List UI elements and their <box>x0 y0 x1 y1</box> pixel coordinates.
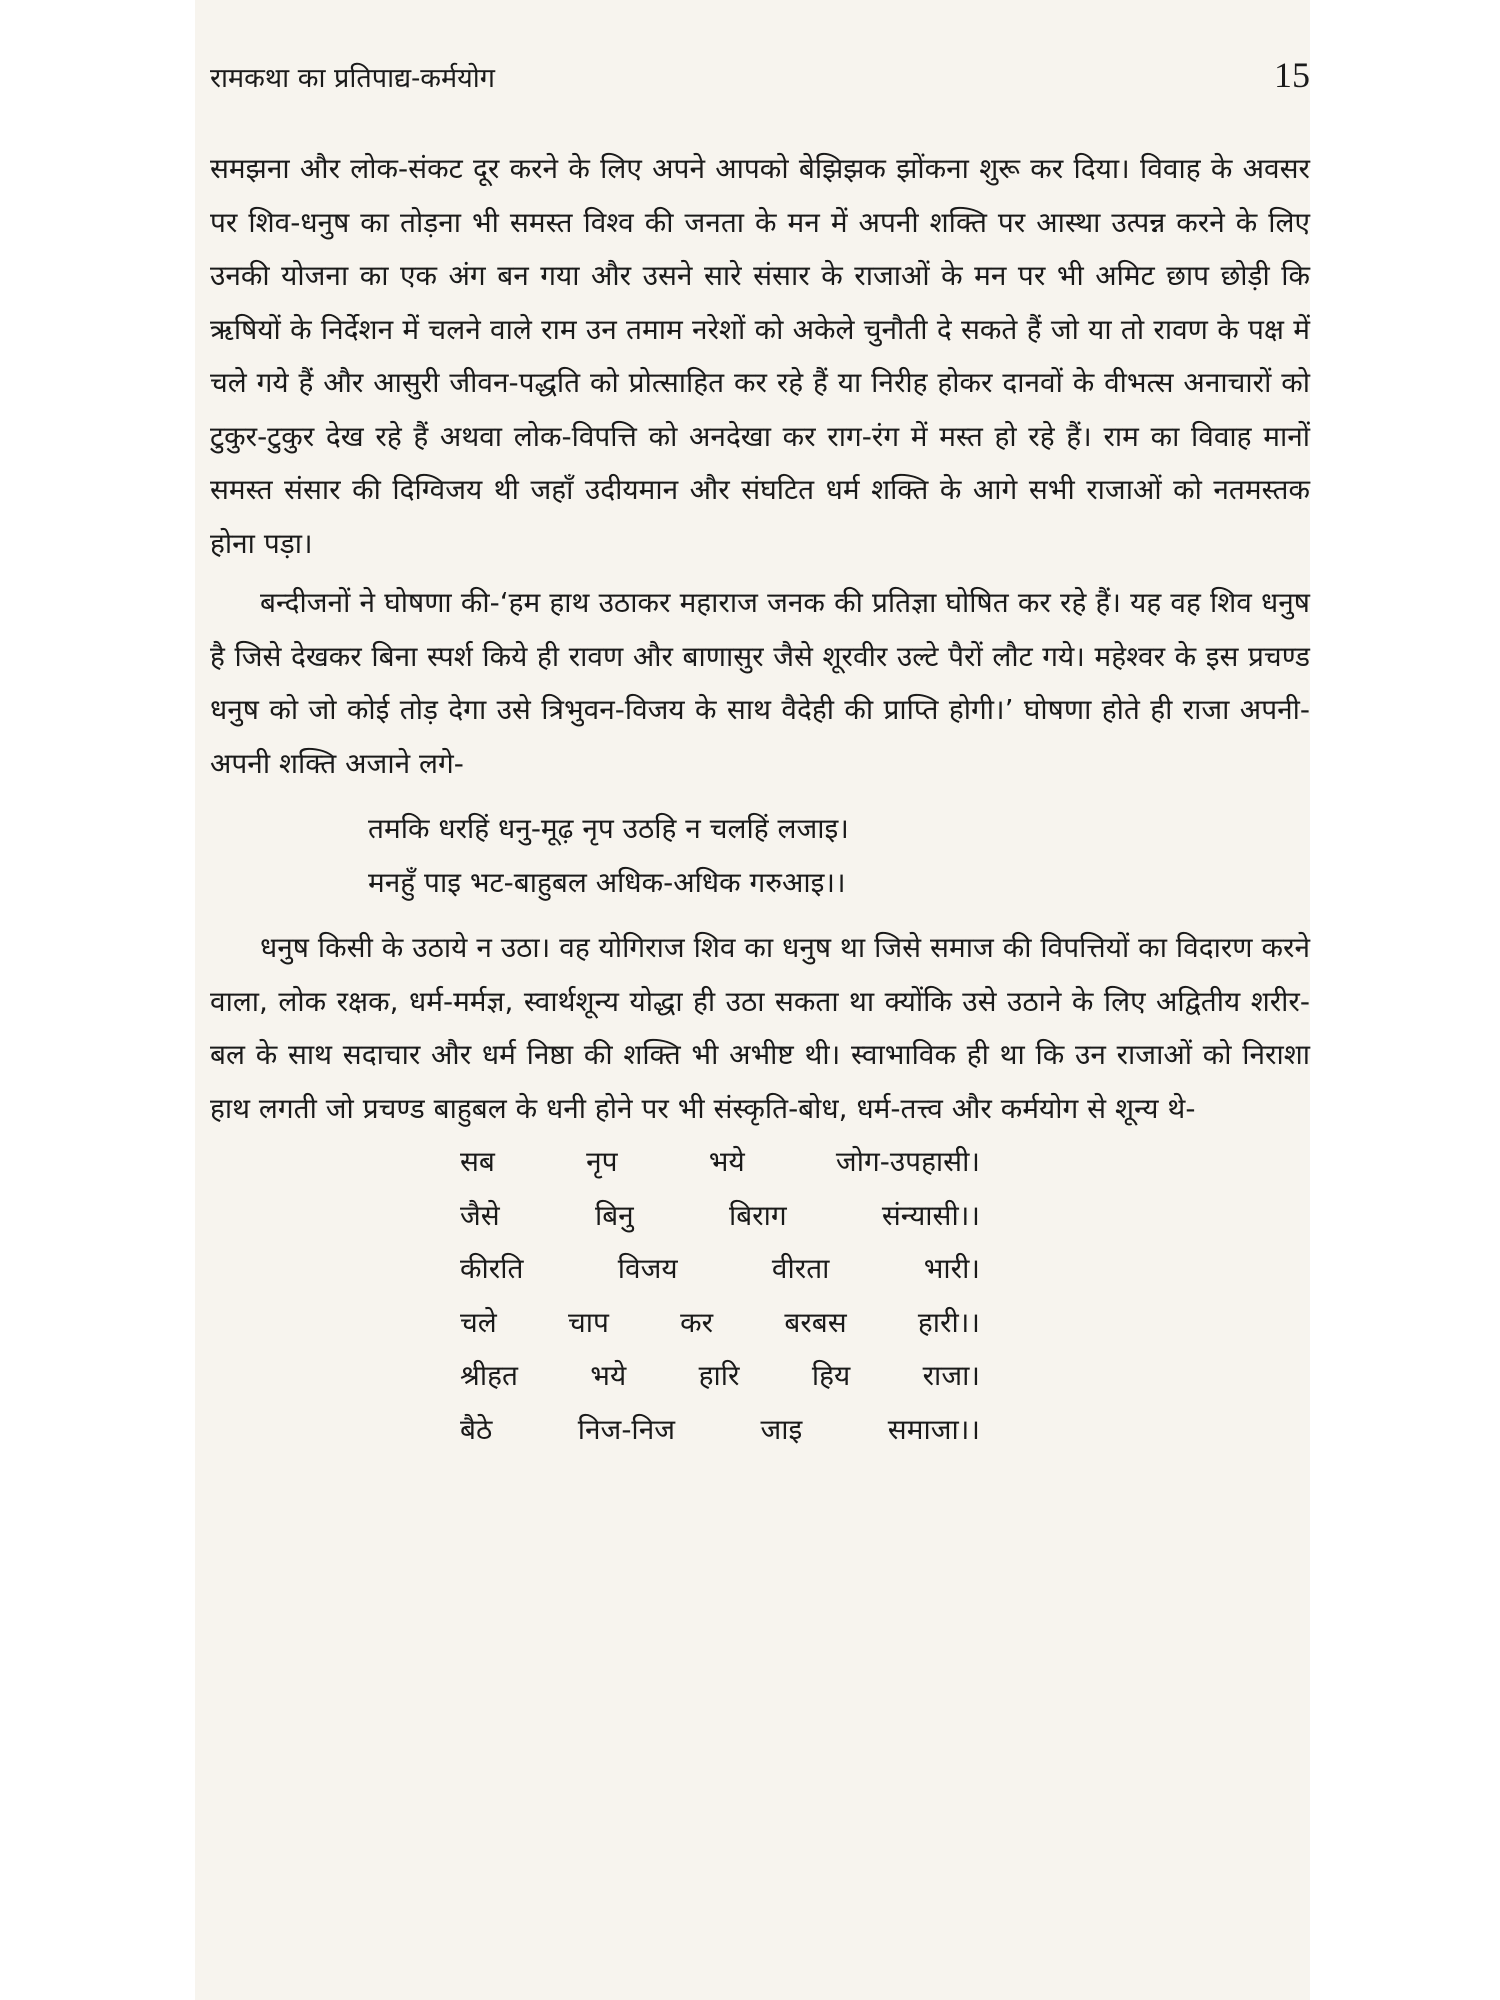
verse-word: हारी।। <box>917 1305 980 1339</box>
chaupai-line-3 <box>460 1242 980 1296</box>
paragraph-3: धनुष किसी के उठाये न उठा। वह योगिराज शिव का धनुष था जिसे समाज की विपत्तियों का विदारण करने वाला, लोक रक्षक, धर्म-मर्मज्ञ, स्वार्थशून्य योद्धा ही उठा सकता था क्योंकि उसे उठाने के लिए अद्वितीय शरीर-बल के साथ सदाचार और धर्म निष्ठा की शक्ति भी अभीष्ट थी। स्वाभाविक ही था कि उन राजाओं को निराशा हाथ लगती जो प्रचण्ड बाहुबल के धनी होने पर भी संस्कृति-बोध, धर्म-तत्त्व और कर्मयोग से शून्य थे- <box>210 931 1310 1125</box>
chaupai-line-2 <box>460 1189 980 1243</box>
doha-verse <box>368 802 1310 909</box>
verse-word: चले <box>460 1305 497 1339</box>
chaupai-line-1 <box>460 1135 980 1189</box>
verse-word: विजय <box>617 1252 678 1285</box>
verse-word: कर <box>680 1305 714 1339</box>
verse-word: बैठे <box>460 1412 493 1446</box>
verse-word: भये <box>590 1359 627 1392</box>
verse-word: नृप <box>586 1145 618 1178</box>
verse-word: संन्यासी।। <box>881 1198 980 1232</box>
verse-word: समाजा।। <box>887 1412 980 1446</box>
running-head: रामकथा का प्रतिपाद्य-कर्मयोग <box>210 63 496 94</box>
chaupai-verse <box>460 1135 980 1456</box>
verse-word: बरबस <box>784 1305 847 1339</box>
verse-word: कीरति <box>460 1252 524 1285</box>
verse-word: चाप <box>567 1305 609 1339</box>
chaupai-line-4 <box>460 1296 980 1350</box>
verse-word: जोग-उपहासी। <box>835 1145 980 1178</box>
doha-line-2: मनहुँ पाइ भट-बाहुबल अधिक-अधिक गरुआइ।। <box>368 865 846 899</box>
verse-word: जैसे <box>460 1198 500 1232</box>
chaupai-line-5 <box>460 1349 980 1403</box>
verse-word: भारी। <box>923 1252 980 1285</box>
page-header <box>210 55 1310 108</box>
verse-word: सब <box>460 1145 495 1178</box>
verse-word: बिनु <box>594 1198 634 1232</box>
chaupai-line-6 <box>460 1403 980 1457</box>
verse-word: जाइ <box>760 1412 803 1446</box>
paragraph-2: बन्दीजनों ने घोषणा की-‘हम हाथ उठाकर महाराज जनक की प्रतिज्ञा घोषित कर रहे हैं। यह वह शिव धनुष है जिसे देखकर बिना स्पर्श किये ही रावण और बाणासुर जैसे शूरवीर उल्टे पैरों लौट गये। महेश्वर के इस प्रचण्ड धनुष को जो कोई तोड़ देगा उसे त्रिभुवन-विजय के साथ वैदेही की प्राप्ति होगी।’ घोषणा होते ही राजा अपनी-अपनी शक्ति अजाने लगे- <box>210 586 1310 780</box>
verse-word: निज-निज <box>577 1412 676 1446</box>
page-number: 15 <box>1274 55 1310 95</box>
verse-word: श्रीहत <box>460 1359 518 1392</box>
verse-word: भये <box>708 1145 745 1178</box>
verse-word: हिय <box>811 1359 851 1392</box>
page-body <box>210 142 1310 1456</box>
book-page <box>195 0 1310 2000</box>
verse-word: राजा। <box>922 1359 980 1392</box>
verse-word: बिराग <box>728 1198 787 1232</box>
verse-word: हारि <box>698 1359 740 1392</box>
doha-line-1: तमकि धरहिं धनु-मूढ़ नृप उठहि न चलहिं लजाइ। <box>368 812 849 845</box>
paragraph-1: समझना और लोक-संकट दूर करने के लिए अपने आपको बेझिझक झोंकना शुरू कर दिया। विवाह के अवसर पर शिव-धनुष का तोड़ना भी समस्त विश्व की जनता के मन में अपनी शक्ति पर आस्था उत्पन्न करने के लिए उनकी योजना का एक अंग बन गया और उसने सारे संसार के राजाओं के मन पर भी अमिट छाप छोड़ी कि ऋषियों के निर्देशन में चलने वाले राम उन तमाम नरेशों को अकेले चुनौती दे सकते हैं जो या तो रावण के पक्ष में चले गये हैं और आसुरी जीवन-पद्धति को प्रोत्साहित कर रहे हैं या निरीह होकर दानवों के वीभत्स अनाचारों को टुकुर-टुकुर देख रहे हैं अथवा लोक-विपत्ति को अनदेखा कर राग-रंग में मस्त हो रहे हैं। राम का विवाह मानों समस्त संसार की दिग्विजय थी जहाँ उदीयमान और संघटित धर्म शक्ति के आगे सभी राजाओं को नतमस्तक होना पड़ा। <box>210 152 1310 560</box>
verse-word: वीरता <box>771 1252 830 1285</box>
